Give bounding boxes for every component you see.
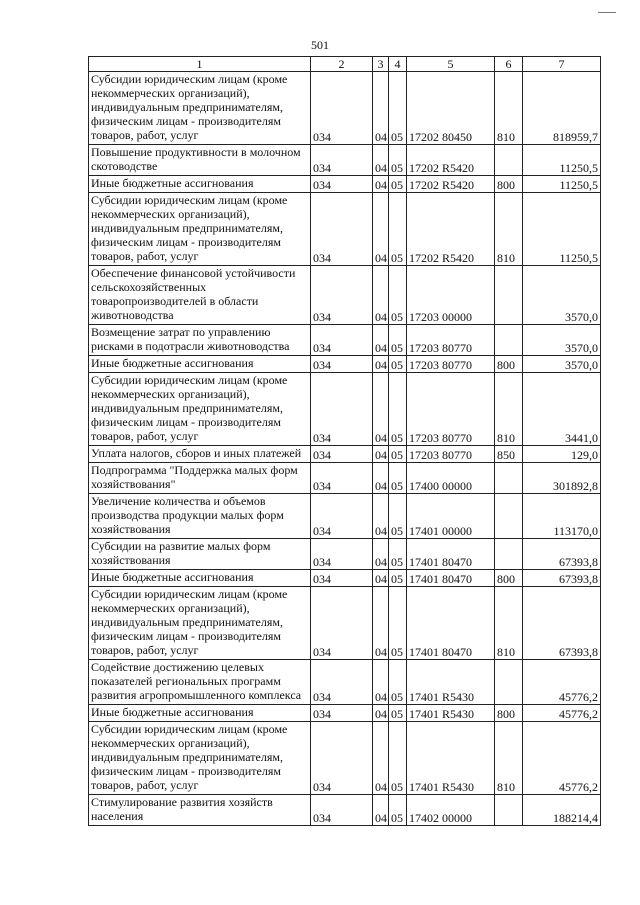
ministry-code: 034	[311, 356, 373, 373]
subsection-code: 05	[389, 494, 407, 539]
amount: 3570,0	[523, 356, 601, 373]
section-code: 04	[373, 587, 389, 660]
row-name: Увеличение количества и объемов производства продукции малых форм хозяйствования	[89, 494, 311, 539]
target-code: 17202 R5420	[407, 145, 495, 176]
row-name: Иные бюджетные ассигнования	[89, 705, 311, 722]
section-code: 04	[373, 570, 389, 587]
table-row	[89, 145, 601, 176]
section-code: 04	[373, 72, 389, 145]
ministry-code: 034	[311, 176, 373, 193]
expense-type-code: 800	[495, 570, 523, 587]
target-code: 17203 80770	[407, 325, 495, 356]
row-name: Иные бюджетные ассигнования	[89, 570, 311, 587]
expense-type-code: 810	[495, 722, 523, 795]
subsection-code: 05	[389, 705, 407, 722]
expense-type-code: 850	[495, 446, 523, 463]
expense-type-code	[495, 145, 523, 176]
row-name: Содействие достижению целевых показателей региональных программ развития агропромышленного комплекса	[89, 660, 311, 705]
column-number: 1	[89, 57, 311, 72]
amount: 11250,5	[523, 176, 601, 193]
section-code: 04	[373, 356, 389, 373]
section-code: 04	[373, 795, 389, 826]
expense-type-code: 810	[495, 72, 523, 145]
column-number-row	[89, 57, 601, 72]
amount: 301892,8	[523, 463, 601, 494]
subsection-code: 05	[389, 72, 407, 145]
amount: 45776,2	[523, 660, 601, 705]
column-number: 4	[389, 57, 407, 72]
subsection-code: 05	[389, 373, 407, 446]
row-name: Стимулирование развития хозяйств населения	[89, 795, 311, 826]
column-number: 6	[495, 57, 523, 72]
amount: 3570,0	[523, 266, 601, 325]
section-code: 04	[373, 494, 389, 539]
target-code: 17401 80470	[407, 570, 495, 587]
subsection-code: 05	[389, 463, 407, 494]
row-name: Субсидии юридическим лицам (кроме некоммерческих организаций), индивидуальным предпринимателям, физическим лицам - производителям товаров, работ, услуг	[89, 373, 311, 446]
expense-type-code: 800	[495, 356, 523, 373]
table-row	[89, 193, 601, 266]
section-code: 04	[373, 539, 389, 570]
ministry-code: 034	[311, 570, 373, 587]
expense-type-code	[495, 539, 523, 570]
expense-type-code	[495, 463, 523, 494]
table-body	[89, 72, 601, 826]
target-code: 17401 R5430	[407, 722, 495, 795]
subsection-code: 05	[389, 587, 407, 660]
section-code: 04	[373, 325, 389, 356]
amount: 188214,4	[523, 795, 601, 826]
subsection-code: 05	[389, 570, 407, 587]
table-row	[89, 72, 601, 145]
table-row	[89, 463, 601, 494]
amount: 67393,8	[523, 587, 601, 660]
amount: 11250,5	[523, 193, 601, 266]
budget-table	[88, 56, 601, 826]
subsection-code: 05	[389, 356, 407, 373]
target-code: 17401 80470	[407, 539, 495, 570]
row-name: Возмещение затрат по управлению рисками в подотрасли животноводства	[89, 325, 311, 356]
expense-type-code: 810	[495, 193, 523, 266]
amount: 45776,2	[523, 705, 601, 722]
section-code: 04	[373, 145, 389, 176]
ministry-code: 034	[311, 266, 373, 325]
section-code: 04	[373, 660, 389, 705]
table-row	[89, 494, 601, 539]
ministry-code: 034	[311, 705, 373, 722]
row-name: Субсидии юридическим лицам (кроме некоммерческих организаций), индивидуальным предпринимателям, физическим лицам - производителям товаров, работ, услуг	[89, 193, 311, 266]
subsection-code: 05	[389, 266, 407, 325]
target-code: 17402 00000	[407, 795, 495, 826]
ministry-code: 034	[311, 72, 373, 145]
target-code: 17203 80770	[407, 446, 495, 463]
amount: 11250,5	[523, 145, 601, 176]
ministry-code: 034	[311, 539, 373, 570]
target-code: 17401 R5430	[407, 660, 495, 705]
amount: 3441,0	[523, 373, 601, 446]
row-name: Субсидии юридическим лицам (кроме некоммерческих организаций), индивидуальным предпринимателям, физическим лицам - производителям товаров, работ, услуг	[89, 72, 311, 145]
subsection-code: 05	[389, 795, 407, 826]
ministry-code: 034	[311, 193, 373, 266]
target-code: 17202 80450	[407, 72, 495, 145]
table-row	[89, 570, 601, 587]
expense-type-code: 810	[495, 373, 523, 446]
section-code: 04	[373, 193, 389, 266]
amount: 67393,8	[523, 570, 601, 587]
amount: 129,0	[523, 446, 601, 463]
table-row	[89, 587, 601, 660]
scan-mark	[598, 12, 616, 13]
section-code: 04	[373, 373, 389, 446]
ministry-code: 034	[311, 587, 373, 660]
section-code: 04	[373, 722, 389, 795]
ministry-code: 034	[311, 325, 373, 356]
ministry-code: 034	[311, 660, 373, 705]
column-number: 7	[523, 57, 601, 72]
table-row	[89, 539, 601, 570]
target-code: 17203 80770	[407, 373, 495, 446]
subsection-code: 05	[389, 176, 407, 193]
expense-type-code: 810	[495, 587, 523, 660]
ministry-code: 034	[311, 446, 373, 463]
row-name: Иные бюджетные ассигнования	[89, 176, 311, 193]
table-row	[89, 705, 601, 722]
amount: 3570,0	[523, 325, 601, 356]
target-code: 17400 00000	[407, 463, 495, 494]
section-code: 04	[373, 463, 389, 494]
subsection-code: 05	[389, 446, 407, 463]
expense-type-code	[495, 660, 523, 705]
amount: 67393,8	[523, 539, 601, 570]
table-row	[89, 176, 601, 193]
subsection-code: 05	[389, 722, 407, 795]
ministry-code: 034	[311, 145, 373, 176]
ministry-code: 034	[311, 494, 373, 539]
target-code: 17202 R5420	[407, 193, 495, 266]
ministry-code: 034	[311, 795, 373, 826]
table-row	[89, 722, 601, 795]
section-code: 04	[373, 266, 389, 325]
expense-type-code: 800	[495, 176, 523, 193]
subsection-code: 05	[389, 539, 407, 570]
expense-type-code	[495, 795, 523, 826]
expense-type-code	[495, 494, 523, 539]
target-code: 17202 R5420	[407, 176, 495, 193]
row-name: Субсидии юридическим лицам (кроме некоммерческих организаций), индивидуальным предпринимателям, физическим лицам - производителям товаров, работ, услуг	[89, 587, 311, 660]
row-name: Обеспечение финансовой устойчивости сельскохозяйственных товаропроизводителей в области животноводства	[89, 266, 311, 325]
page-number: 501	[311, 38, 329, 52]
amount: 818959,7	[523, 72, 601, 145]
target-code: 17203 80770	[407, 356, 495, 373]
target-code: 17401 80470	[407, 587, 495, 660]
amount: 45776,2	[523, 722, 601, 795]
expense-type-code: 800	[495, 705, 523, 722]
table-row	[89, 325, 601, 356]
table-row	[89, 660, 601, 705]
ministry-code: 034	[311, 463, 373, 494]
column-number: 5	[407, 57, 495, 72]
row-name: Подпрограмма "Поддержка малых форм хозяйствования"	[89, 463, 311, 494]
column-number: 2	[311, 57, 373, 72]
row-name: Иные бюджетные ассигнования	[89, 356, 311, 373]
table-row	[89, 373, 601, 446]
table-row	[89, 356, 601, 373]
subsection-code: 05	[389, 145, 407, 176]
subsection-code: 05	[389, 193, 407, 266]
expense-type-code	[495, 325, 523, 356]
row-name: Субсидии юридическим лицам (кроме некоммерческих организаций), индивидуальным предпринимателям, физическим лицам - производителям товаров, работ, услуг	[89, 722, 311, 795]
section-code: 04	[373, 705, 389, 722]
target-code: 17401 R5430	[407, 705, 495, 722]
subsection-code: 05	[389, 660, 407, 705]
table-row	[89, 795, 601, 826]
row-name: Уплата налогов, сборов и иных платежей	[89, 446, 311, 463]
row-name: Субсидии на развитие малых форм хозяйствования	[89, 539, 311, 570]
ministry-code: 034	[311, 373, 373, 446]
subsection-code: 05	[389, 325, 407, 356]
row-name: Повышение продуктивности в молочном скотоводстве	[89, 145, 311, 176]
section-code: 04	[373, 176, 389, 193]
target-code: 17401 00000	[407, 494, 495, 539]
column-number: 3	[373, 57, 389, 72]
section-code: 04	[373, 446, 389, 463]
expense-type-code	[495, 266, 523, 325]
ministry-code: 034	[311, 722, 373, 795]
target-code: 17203 00000	[407, 266, 495, 325]
table-row	[89, 266, 601, 325]
amount: 113170,0	[523, 494, 601, 539]
table-row	[89, 446, 601, 463]
